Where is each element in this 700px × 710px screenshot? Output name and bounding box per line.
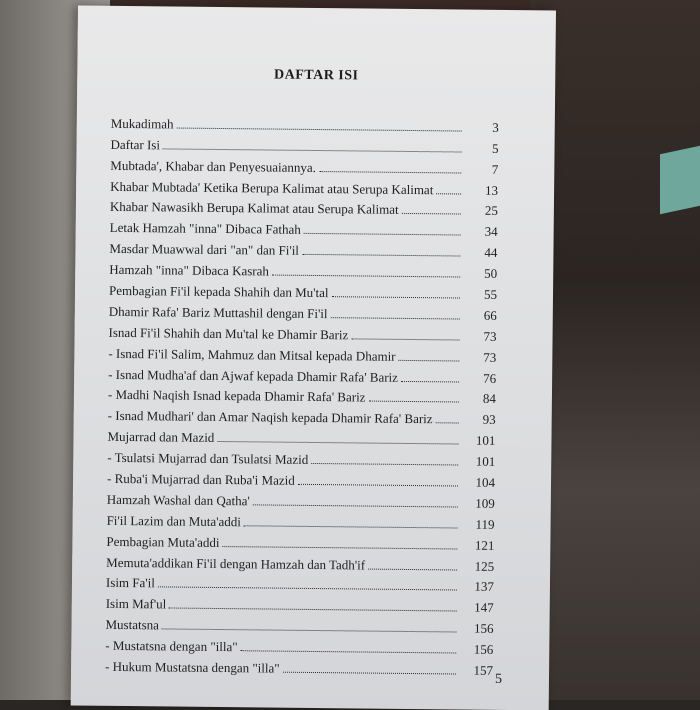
dot-leader: [402, 213, 461, 215]
toc-entry: [110, 152, 498, 177]
toc-entry-page: 93: [482, 412, 496, 428]
toc-entry-page: 25: [484, 203, 498, 219]
dot-leader: [244, 525, 458, 528]
dot-leader: [217, 441, 458, 445]
dot-leader: [401, 380, 459, 382]
toc-entry: [108, 340, 496, 365]
toc-entry-label: Daftar Isi: [110, 136, 161, 153]
toc-entry-page: 84: [482, 391, 496, 407]
toc-entry-page: 109: [475, 495, 495, 511]
dot-leader: [436, 423, 459, 424]
toc-entry: [109, 298, 497, 323]
toc-entry-label: - Ruba'i Mujarrad dan Ruba'i Mazid: [106, 470, 295, 488]
toc-entry: [107, 486, 495, 511]
toc-entry: [108, 381, 496, 406]
toc-entry: [109, 277, 497, 302]
toc-entry-page: 34: [484, 224, 498, 240]
toc-entry: [107, 507, 495, 532]
toc-entry-page: 5: [491, 140, 499, 156]
toc-entry-page: 44: [484, 245, 498, 261]
toc-entry: [106, 528, 494, 553]
dot-leader: [302, 254, 461, 257]
table-of-contents: [105, 110, 499, 678]
book-page: [71, 5, 556, 710]
toc-entry-label: Hamzah "inna" Dibaca Kasrah: [109, 261, 270, 279]
dot-leader: [272, 275, 460, 278]
toc-entry-page: 73: [483, 349, 497, 365]
toc-entry-page: 119: [475, 516, 495, 532]
toc-entry-page: 76: [483, 370, 497, 386]
toc-entry-label: - Hukum Mustatsna dengan "illa": [105, 658, 280, 676]
toc-entry-label: - Isnad Mudhari' dan Amar Naqish kepada Dhamir Rafa' Bariz: [107, 408, 433, 427]
toc-entry: [109, 256, 497, 281]
toc-entry-label: Khabar Nawasikh Berupa Kalimat atau Serupa Kalimat: [109, 199, 399, 218]
toc-entry-page: 13: [485, 182, 499, 198]
toc-entry-label: Letak Hamzah "inna" Dibaca Fathah: [109, 220, 301, 238]
toc-entry-label: Memuta'addikan Fi'il dengan Hamzah dan Tadh'if: [106, 554, 366, 573]
toc-entry: [106, 549, 494, 574]
toc-entry-label: Masdar Muawwal dari "an" dan Fi'il: [109, 241, 300, 259]
toc-entry-label: Isim Fa'il: [105, 575, 155, 591]
toc-entry-label: - Madhi Naqish Isnad kepada Dhamir Rafa' Bariz: [107, 387, 366, 405]
toc-entry-page: 101: [475, 453, 496, 470]
toc-entry: [109, 235, 497, 260]
dot-leader: [399, 360, 460, 362]
page-number: 5: [494, 671, 503, 687]
toc-entry-page: 55: [483, 286, 498, 302]
toc-entry: [106, 590, 494, 615]
dot-leader: [223, 546, 458, 549]
toc-entry-page: 125: [474, 558, 495, 574]
dot-leader: [368, 568, 457, 570]
dot-leader: [311, 463, 458, 466]
toc-entry: [107, 423, 495, 448]
toc-entry-label: Mujarrad dan Mazid: [107, 429, 215, 446]
toc-entry: [110, 173, 498, 198]
toc-entry: [110, 214, 498, 239]
toc-entry-page: 101: [475, 432, 496, 449]
toc-entry-label: Dhamir Rafa' Bariz Muttashil dengan Fi'il: [108, 303, 328, 322]
toc-entry-page: 157: [473, 662, 494, 678]
toc-entry: [111, 110, 499, 135]
toc-entry: [107, 465, 495, 490]
dot-leader: [319, 171, 461, 173]
toc-entry-label: - Isnad Mudha'af dan Ajwaf kepada Dhamir Rafa' Bariz: [108, 366, 399, 385]
toc-entry-label: - Mustatsna dengan "illa": [105, 637, 238, 655]
toc-entry-label: Pembagian Fi'il kepada Shahih dan Mu'tal: [108, 282, 329, 301]
toc-entry: [108, 361, 496, 386]
toc-entry-page: 147: [474, 600, 494, 616]
toc-entry: [108, 402, 496, 427]
toc-entry-page: 66: [483, 307, 497, 323]
toc-entry-label: Khabar Mubtada' Ketika Berupa Kalimat atau Serupa Kalimat: [110, 178, 434, 197]
toc-entry-label: Isnad Fi'il Shahih dan Mu'tal ke Dhamir Bariz: [108, 324, 349, 343]
dot-leader: [169, 608, 457, 612]
dot-leader: [298, 484, 458, 487]
page-title: DAFTAR ISI: [273, 67, 359, 84]
toc-entry-label: Mubtada', Khabar dan Penyesuaiannya.: [110, 157, 317, 175]
dot-leader: [351, 338, 459, 340]
toc-entry-page: 121: [474, 537, 495, 553]
dot-leader: [283, 672, 456, 675]
toc-entry: [107, 444, 495, 469]
toc-entry-label: Pembagian Muta'addi: [106, 533, 220, 550]
toc-entry-label: Fi'il Lazim dan Muta'addi: [106, 512, 242, 530]
toc-entry: [105, 653, 493, 678]
toc-entry-page: 73: [483, 328, 497, 344]
dot-leader: [331, 296, 459, 298]
dot-leader: [241, 650, 457, 653]
toc-entry-page: 7: [491, 161, 499, 177]
toc-entry-page: 156: [473, 620, 494, 637]
toc-entry: [105, 632, 493, 657]
toc-entry: [109, 319, 497, 344]
toc-entry-page: 104: [475, 474, 496, 490]
dot-leader: [304, 233, 461, 236]
toc-entry-label: Mukadimah: [110, 115, 174, 132]
dot-leader: [331, 317, 460, 319]
toc-entry-page: 137: [474, 579, 495, 595]
background-teal-object: [660, 146, 700, 215]
toc-entry-label: Isim Maf'ul: [105, 596, 167, 612]
background-right-dark: [530, 0, 700, 700]
toc-entry: [110, 193, 498, 218]
toc-entry-page: 3: [492, 119, 499, 135]
dot-leader: [177, 127, 462, 131]
dot-leader: [436, 193, 461, 194]
toc-entry-page: 156: [473, 641, 494, 658]
toc-entry-label: Mustatsna: [105, 617, 160, 633]
toc-entry-label: Hamzah Washal dan Qatha': [106, 491, 250, 509]
dot-leader: [368, 401, 458, 403]
toc-entry-label: - Isnad Fi'il Salim, Mahmuz dan Mitsal kepada Dhamir: [108, 345, 396, 364]
toc-entry-page: 50: [484, 265, 498, 282]
toc-entry-label: - Tsulatsi Mujarrad dan Tsulatsi Mazid: [107, 449, 309, 468]
dot-leader: [253, 504, 458, 507]
